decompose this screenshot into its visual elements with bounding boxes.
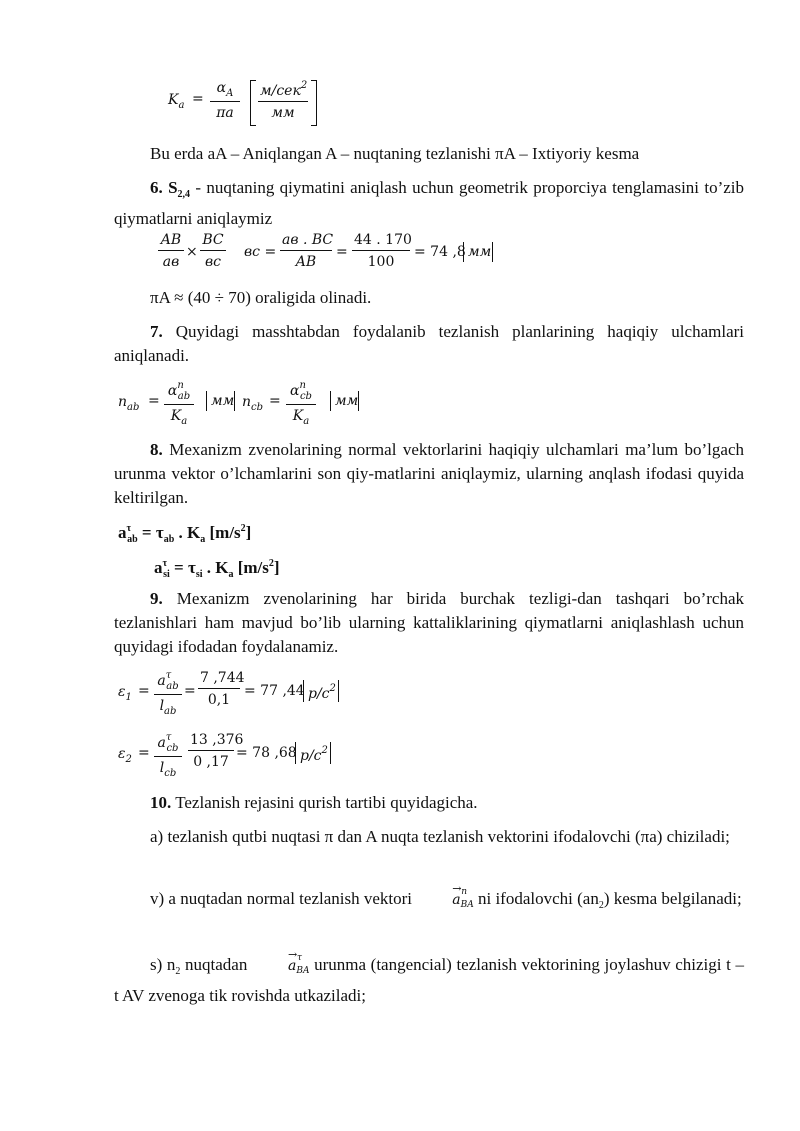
list-item-v: v) a nuqtadan normal tezlanish vektori → a n $_{BA}$ ni ifodalovchi $(an_2)$ kesma belgilanadi; <box>114 887 744 918</box>
paragraph-pi-range: πA ≈ (40 ÷ 70) oraligida olinadi. <box>150 288 372 307</box>
equation-plan-lengths: $n_{ab}$ = $\alpha^n_{ab}$ $K_a$ мм $n_{cb}$ = $\alpha^n_{cb}$ $K_a$ мм <box>118 380 359 427</box>
eq1-equals: = <box>192 91 204 107</box>
list-item-s: s) $n_2$ nuqtadan → a τ $_{BA}$ urunma (tangencial) tezlanish vektorining joylashuv chizigi t – t AV zvenoga tik rovishda utkaziladi; <box>114 948 744 1005</box>
step-10-paragraph: 10. Tezlanish rejasini qurish tartibi quyidagicha. <box>150 793 478 812</box>
equation-scale-factor <box>168 78 328 128</box>
list-item-a: a) tezlanish qutbi nuqtasi π dan A nuqta tezlanish vektorini ifodalovchi (πa) chiziladi; <box>150 827 730 846</box>
paragraph-definitions: Bu erda aA – Aniqlangan A – nuqtaning tezlanishi πA – Ixtiyoriy kesma <box>150 144 640 163</box>
step-7-paragraph: 7. Quyidagi masshtabdan foydalanib tezlanish planlarining haqiqiy ulchamlari aniqlanadi. <box>114 322 744 365</box>
formula-tangential-si: $a^\tau_{si} = \tau_{si}$ . $K_a$ $[m/s^2]$ <box>154 558 280 580</box>
vector-a-n-ba: → a n $_{BA}$ <box>452 882 474 910</box>
step-6-paragraph: 6. $S_{2,4}$ - nuqtaning qiymatini aniqlash uchun geometrik proporciya tenglamasini to’zib qiymatlarni aniqlaymiz <box>114 178 745 228</box>
equation-epsilon-2: $\varepsilon_2$ = $a^\tau_{cb}$ $l_{cb}$ $\frac{13 ,376}{0 ,17}$ = 78 ,68 $p/c^2$ <box>118 730 378 780</box>
formula-tangential-ab: $a^\tau_{ab} = \tau_{ab}$ . $K_a$ $[m/s^2]$ <box>118 523 252 545</box>
eq1-unit: м/сек$^2$ мм <box>260 80 308 121</box>
equation-epsilon-1: $\varepsilon_1$ = $a^\tau_{ab}$ $l_{ab}$ = $\frac{7 ,744}{0,1}$ = 77 ,44 $p/c^2$ <box>118 668 378 718</box>
step-9-paragraph: 9. Mexanizm zvenolarining har birida burchak tezligi-dan tashqari bo’rchak tezlanishlari ham mavjud bo’lib ularning kattaliklarining qiymatlarni aniqlashlash uchun quyidagi ifodadan foydalanamiz. <box>114 589 744 656</box>
step-8-paragraph: 8. Mexanizm zvenolarining normal vektorlarini haqiqiy ulchamlari ma’lum bo’lgach urunma vektor o’lchamlarini son qiy-matlarini aniqlaymiz, ularning anqlash ifodasi quyida keltirilgan. <box>114 440 744 507</box>
eq1-fraction: $\frac{\alpha_A}{\pi a}$ <box>210 80 240 121</box>
equation-proportion: AB ав × BC вс вс = ав . BC AB = $\frac{44 . 170}{100}$ = 74 ,8 мм <box>158 232 518 278</box>
vector-a-tau-ba: → a τ $_{BA}$ <box>287 948 310 976</box>
eq1-lhs: $K_a$ <box>168 92 185 111</box>
